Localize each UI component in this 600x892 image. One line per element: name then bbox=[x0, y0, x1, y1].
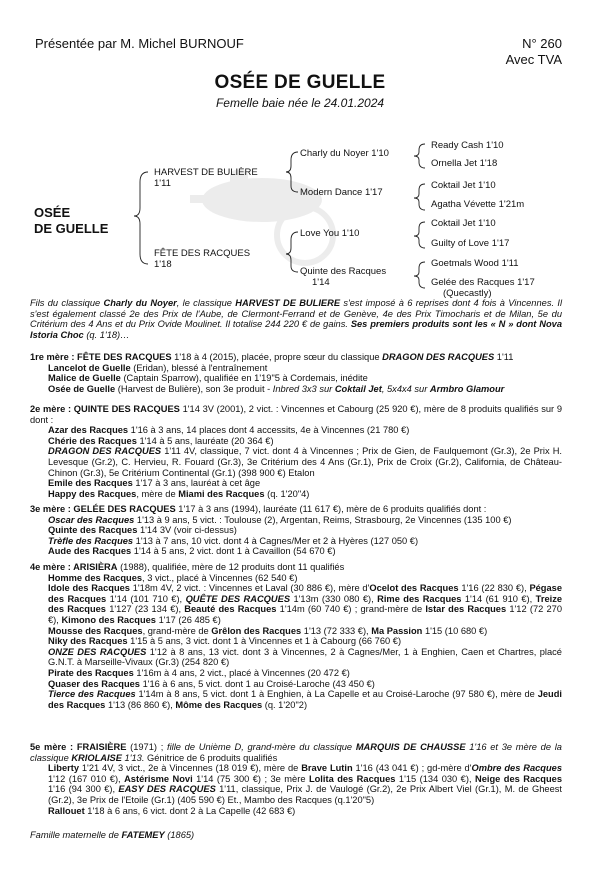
produce-detail: 1'11, classique, Prix J. de Vaulogé (Gr.2), 2e Prix Albert Viel (Gr.1), M. de Gheest (Gr.2), 3e Prix de l'Etoile (Gr.1) (405 590 €) Et., Mambo des Racques (q.1'20"5) bbox=[48, 784, 562, 805]
section-text: Génitrice de 6 produits qualifiés bbox=[144, 752, 278, 763]
section-text: 1'13. bbox=[121, 752, 145, 763]
produce-detail: , 3 vict., placé à Vincennes (62 540 €) bbox=[142, 572, 298, 583]
maternal-family bbox=[30, 830, 562, 841]
section-highlight: MARQUIS DE CHAUSSE bbox=[355, 742, 466, 752]
ancestor-ddd-name: Gelée des Racques 1'17 bbox=[431, 277, 535, 288]
ancestor-sss: Ready Cash 1'10 bbox=[431, 140, 504, 151]
ancestor-dds: Goetmals Wood 1'11 bbox=[431, 258, 519, 269]
grand-produce-name: Ombre des Racques bbox=[471, 763, 563, 774]
sire-name: HARVEST DE BULIÈRE bbox=[154, 167, 258, 178]
sire-time: 1'11 bbox=[154, 178, 171, 189]
produce-detail: 1'16m à 4 ans, 2 vict., placé à Vincennes (20 472 €) bbox=[133, 667, 350, 678]
dam bbox=[154, 248, 250, 270]
produce-detail: (Harvest de Bulière), son 3e produit - bbox=[115, 383, 273, 394]
second-dam-heading: 2e mère : QUINTE DES RACQUES bbox=[30, 404, 180, 414]
first-dam-heading: 1re mère : FÊTE DES RACQUES bbox=[30, 352, 172, 362]
dam-time: 1'18 bbox=[154, 259, 172, 270]
produce-detail: 1'13 à 9 ans, 5 vict. : Toulouse (2), Argentan, Reims, Strasbourg, 2e Vincennes (135 100 €) bbox=[134, 514, 512, 525]
family-name: FATEMEY bbox=[121, 830, 165, 840]
produce-name: Niky des Racques bbox=[48, 636, 128, 647]
produce-detail: 1'14 3V (voir ci-dessus) bbox=[137, 525, 237, 536]
produce-detail: 1'13 (72 333 €), bbox=[301, 625, 372, 636]
grand-produce-name: Astérisme Novi bbox=[124, 773, 193, 784]
produce-name: Malice de Guelle bbox=[48, 373, 121, 384]
grand-produce-name: Lolita des Racques bbox=[308, 773, 396, 784]
inbred-text: Inbred 3x3 sur bbox=[272, 383, 335, 394]
produce-name: Oscar des Racques bbox=[48, 514, 135, 525]
produce-detail: , mère de bbox=[136, 488, 179, 499]
intro-paragraph bbox=[30, 298, 562, 340]
sire-sire: Charly du Noyer 1'10 bbox=[300, 148, 389, 159]
dam-sire: Love You 1'10 bbox=[300, 228, 360, 239]
dam-dam-name: Quinte des Racques bbox=[300, 266, 387, 277]
produce-detail: 1'16 à 6 ans, 5 vict. dont 1 au Croisé-Laroche (43 450 €) bbox=[139, 678, 375, 689]
grand-produce-name: Istar des Racques bbox=[425, 604, 507, 615]
produce-detail: 1'11 4V, classique, 7 vict. dont 4 à Vincennes ; Prix de Gien, de Faulquemont (Gr.3), 2e Prix H. Levesque (Gr.2), C. Hervieu, R. Fouard (Gr.3), 3e Critérium des 4 Ans (Gr.1), Prix de Croix (Gr.2), California, de Château-Chinon (Gr.3), 5e Critérium Continental (Gr.1) (398 900 €) Etalon bbox=[48, 446, 563, 478]
ancestor-sdd: Agatha Vévette 1'21m bbox=[431, 199, 525, 210]
grand-produce-name: Treize des Racques bbox=[48, 593, 563, 615]
produce-name: ONZE DES RACQUES bbox=[48, 646, 147, 657]
tva-label: Avec TVA bbox=[505, 52, 562, 67]
dam-dam bbox=[300, 266, 386, 288]
produce-detail: (Eridan), blessé à l'entraînement bbox=[130, 362, 268, 373]
produce-detail: 1'14m (60 740 €) ; grand-mère de bbox=[276, 604, 426, 615]
grand-produce-name: Ocelot des Racques bbox=[369, 583, 459, 594]
produce-detail: 1'12 (167 010 €), bbox=[48, 773, 125, 784]
section-text: (1971) ; bbox=[126, 742, 168, 752]
fifth-dam-section bbox=[30, 742, 562, 816]
produce-detail: 1'15 (10 680 €) bbox=[422, 625, 488, 636]
produce-detail: 1'127 (23 134 €), bbox=[105, 604, 185, 615]
second-dam-section bbox=[30, 404, 562, 499]
produce-detail: 1'13 (86 860 €), bbox=[105, 699, 176, 710]
produce-name: Aude des Racques bbox=[48, 546, 132, 557]
section-text: fille de Unième D, grand-mère du classique bbox=[167, 742, 356, 752]
section-highlight: DRAGON DES RACQUES bbox=[382, 352, 495, 362]
lot-number: N° 260 bbox=[522, 36, 562, 51]
dam-name: FÊTE DES RACQUES bbox=[154, 248, 251, 259]
page-title: OSÉE DE GUELLE bbox=[214, 72, 386, 93]
produce-name: Emile des Racques bbox=[48, 478, 133, 489]
section-text: 1'11 bbox=[494, 352, 514, 362]
grand-produce-name: Beauté des Racques bbox=[184, 604, 277, 615]
horse-name bbox=[34, 205, 108, 237]
produce-detail: , grand-mère de bbox=[142, 625, 212, 636]
grand-produce-name: Grêlon des Racques bbox=[211, 625, 302, 636]
fourth-dam-heading: 4e mère : ARISIÈRA bbox=[30, 562, 118, 572]
produce-name: Mousse des Racques bbox=[48, 625, 143, 636]
produce-detail: 1'15 à 5 ans, 3 vict. dont 1 à Vincennes et 1 à Cabourg (66 760 €) bbox=[127, 636, 402, 647]
produce-name: Rallouet bbox=[48, 805, 85, 816]
produce-name: Idole des Racques bbox=[48, 583, 130, 594]
produce-name: Pirate des Racques bbox=[48, 667, 134, 678]
horse-name-line1: OSÉE bbox=[34, 205, 71, 220]
produce-detail: 1'14 à 5 ans, 2 vict. dont 1 à Cavaillon (54 670 €) bbox=[131, 546, 336, 557]
horse-name-line2: DE GUELLE bbox=[34, 221, 109, 236]
produce-detail: 1'16 (22 830 €), bbox=[458, 583, 530, 594]
third-dam-heading: 3e mère : GELÉE DES RACQUES bbox=[30, 504, 176, 514]
intro-sire: HARVEST DE BULIERE bbox=[235, 298, 341, 308]
produce-detail: 1'16 (43 041 €) ; gd-mère d' bbox=[352, 763, 472, 774]
produce-name: Tierce des Racques bbox=[48, 689, 136, 700]
inbred-text: , 5x4x4 sur bbox=[381, 383, 430, 394]
third-dam-section bbox=[30, 504, 562, 557]
produce-detail: 1'14 à 5 ans, lauréate (20 364 €) bbox=[136, 435, 274, 446]
ancestor-dsd: Guilty of Love 1'17 bbox=[431, 238, 510, 249]
produce-detail: (Captain Sparrow), qualifiée en 1'19"5 à Cordemais, inédite bbox=[120, 373, 368, 384]
grand-produce-name: Pégase des Racques bbox=[48, 583, 562, 604]
produce-name: Quaser des Racques bbox=[48, 678, 140, 689]
section-text: 1'17 à 3 ans (1994), lauréate (11 617 €), mère de 6 produits qualifiés dont : bbox=[175, 504, 487, 514]
intro-text: (q. 1'18)… bbox=[83, 329, 130, 340]
section-text: 1'14 3V (2001), 2 vict. : Vincennes et Cabourg (25 920 €), mère de 8 produits qualifiés sur 9 dont : bbox=[30, 404, 562, 425]
grand-produce-name: Jeudi des Racques bbox=[48, 689, 562, 710]
produce-detail: 1'14 (101 710 €), bbox=[106, 593, 186, 604]
section-highlight: KRIOLAISE bbox=[71, 752, 122, 763]
produce-detail: 1'17 (26 485 €) bbox=[155, 614, 221, 625]
ancestor-dss: Coktail Jet 1'10 bbox=[431, 218, 496, 229]
produce-name: DRAGON DES RACQUES bbox=[48, 446, 162, 457]
produce-detail: 1'18 à 6 ans, 6 vict. dont 2 à La Capelle (42 683 €) bbox=[84, 805, 296, 816]
intro-text: , le classique bbox=[176, 298, 236, 308]
section-text: (1988), qualifiée, mère de 12 produits dont 11 qualifiés bbox=[117, 562, 345, 572]
produce-detail: 1'16 (94 300 €), bbox=[48, 784, 119, 795]
produce-detail: (q. 1'20"2) bbox=[262, 699, 308, 710]
produce-detail: 1'12 à 8 ans, 13 vict. dont 3 à Vincennes, 2 à Cagnes/Mer, 1 à Enghien, Caen et Chartres, placé G.N.T. à Marseille-Vivaux (Gr.3) (254 820 €) bbox=[48, 646, 562, 668]
ancestor-ddd-extra: (Quecastly) bbox=[443, 288, 492, 299]
section-text: 1'18 à 4 (2015), placée, propre sœur du classique bbox=[171, 352, 383, 362]
produce-name: Osée de Guelle bbox=[48, 383, 116, 394]
produce-detail: 1'13 à 7 ans, 10 vict. dont 4 à Cagnes/Mer et 2 à Hyères (127 050 €) bbox=[133, 535, 419, 546]
intro-sire-sire: Charly du Noyer bbox=[103, 298, 177, 308]
presenter-text: Présentée par M. Michel BURNOUF bbox=[35, 36, 244, 51]
produce-name: Liberty bbox=[48, 763, 79, 774]
footer-text: (1865) bbox=[164, 830, 195, 840]
intro-text: Fils du classique bbox=[30, 298, 104, 308]
footer-text: Famille maternelle de bbox=[30, 830, 122, 840]
produce-detail: 1'14 (75 300 €) ; 3e mère bbox=[192, 773, 309, 784]
produce-name: Lancelot de Guelle bbox=[48, 362, 131, 373]
ancestor-ssd: Ornella Jet 1'18 bbox=[431, 158, 498, 169]
dam-dam-time: 1'14 bbox=[312, 277, 330, 288]
produce-detail: 1'14m à 8 ans, 5 vict. dont 1 à Enghien, à La Capelle et au Croisé-Laroche (97 580 €), mère de bbox=[135, 689, 538, 700]
produce-name: Happy des Racques bbox=[48, 488, 137, 499]
ancestor-sds: Coktail Jet 1'10 bbox=[431, 180, 496, 191]
produce-detail: 1'16 à 3 ans, 14 places dont 4 accessits, 4e à Vincennes (21 780 €) bbox=[128, 425, 410, 436]
page-subtitle: Femelle baie née le 24.01.2024 bbox=[215, 96, 385, 110]
produce-detail: 1'15 (134 030 €), bbox=[395, 773, 475, 784]
fifth-dam-heading: 5e mère : FRAISIÈRE bbox=[30, 742, 127, 752]
grand-produce-name: QUÊTE DES RACQUES bbox=[185, 593, 291, 604]
grand-produce-name: Ma Passion bbox=[371, 625, 423, 636]
produce-detail: 1'12 (72 270 €), bbox=[48, 604, 563, 625]
grand-produce-name: Neige des Racques bbox=[474, 773, 562, 784]
produce-detail: 1'18m 4V, 2 vict. : Vincennes et Laval (30 886 €), mère d' bbox=[129, 583, 370, 594]
grand-produce-name: Kimono des Racques bbox=[61, 614, 156, 625]
grand-produce-name: EASY DES RACQUES bbox=[118, 784, 216, 795]
grand-produce-name: Rime des Racques bbox=[377, 593, 462, 604]
ancestor-ddd bbox=[431, 277, 535, 299]
intro-produce: Ses premiers produits sont les « N » dont Nova Istoria Choc bbox=[30, 319, 562, 340]
inbred-horse: Armbro Glamour bbox=[429, 383, 505, 394]
produce-detail: (q. 1'20"4) bbox=[264, 488, 310, 499]
grand-produce-name: Môme des Racques bbox=[175, 699, 263, 710]
section-text: 1'16 et 3e mère de la classique bbox=[30, 742, 562, 763]
produce-name: Chérie des Racques bbox=[48, 435, 137, 446]
produce-name: Trèfle des Racques bbox=[48, 535, 134, 546]
produce-name: Quinte des Racques bbox=[48, 525, 138, 536]
sire bbox=[154, 167, 258, 189]
sire-dam: Modern Dance 1'17 bbox=[300, 187, 383, 198]
produce-detail: 1'17 à 3 ans, lauréat à cet âge bbox=[132, 478, 261, 489]
produce-name: Azar des Racques bbox=[48, 425, 129, 436]
produce-name: Homme des Racques bbox=[48, 572, 143, 583]
produce-detail: 1'13m (330 080 €), bbox=[290, 593, 378, 604]
grand-produce-name: Brave Lutin bbox=[301, 763, 353, 774]
fourth-dam-section bbox=[30, 562, 562, 710]
intro-text: s'est imposé à 6 reprises dont 4 fois à Vincennes. Il s'est également classé 2e des Prix de l'Aube, de Clermont-Ferrand et de Genève, 4e des Prix Timocharis et de Milan, 5e du Critérium des 4 Ans et du Prix Ovide Moulinet. Il totalise 244 220 € de gains. bbox=[30, 298, 563, 330]
inbred-horse: Coktail Jet bbox=[334, 383, 382, 394]
first-dam-section bbox=[30, 352, 562, 394]
produce-detail: 1'21 4V, 3 vict., 2e à Vincennes (18 019 €), mère de bbox=[79, 763, 302, 774]
produce-detail: 1'14 (61 910 €), bbox=[461, 593, 536, 604]
grand-produce-name: Miami des Racques bbox=[178, 488, 265, 499]
